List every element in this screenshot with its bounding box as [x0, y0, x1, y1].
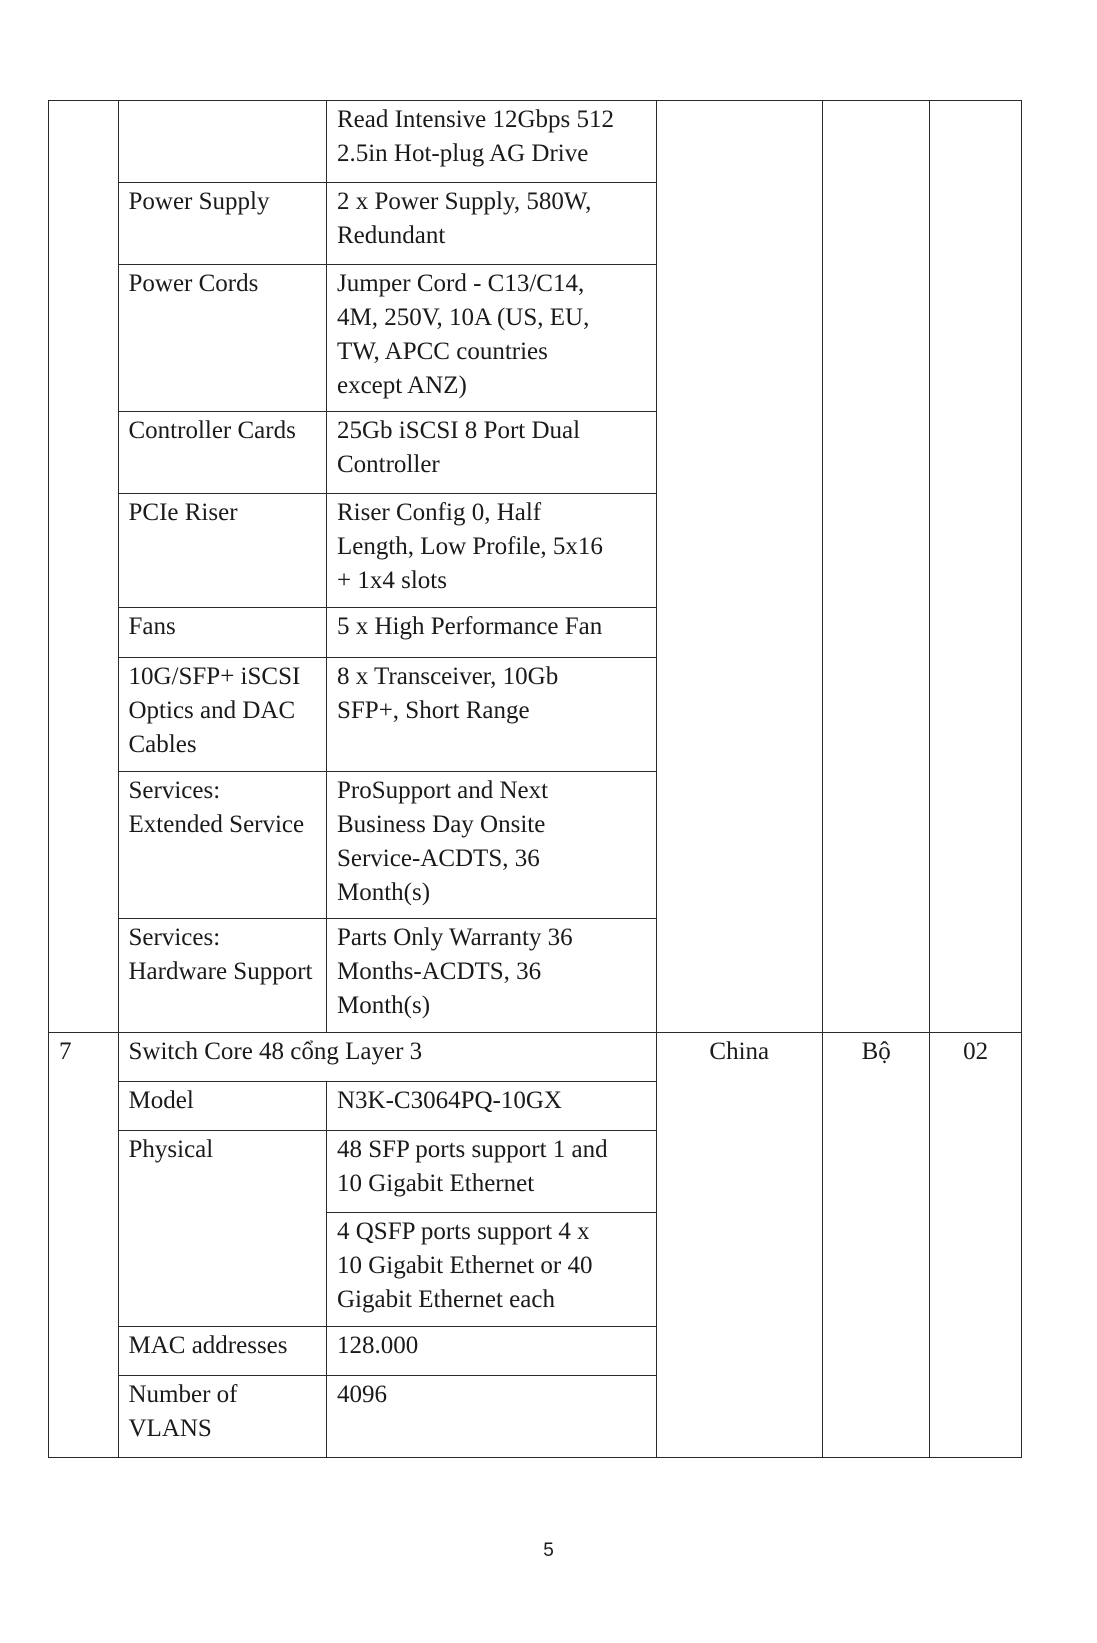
spec-value-cell: Read Intensive 12Gbps 512 2.5in Hot-plug AG Drive: [326, 101, 656, 183]
spec-label-cell: Controller Cards: [118, 412, 326, 494]
spec-value-cell: 25Gb iSCSI 8 Port Dual Controller: [326, 412, 656, 494]
spec-value-cell: Parts Only Warranty 36 Months-ACDTS, 36 Month(s): [326, 919, 656, 1033]
item-quantity: 02: [930, 1033, 1022, 1458]
spec-value-cell: Riser Config 0, Half Length, Low Profile, 5x16 + 1x4 slots: [326, 494, 656, 608]
specification-table: [48, 100, 1022, 1458]
spec-label-cell: Services: Hardware Support: [118, 919, 326, 1033]
spec-value-cell: N3K-C3064PQ-10GX: [326, 1082, 656, 1131]
spec-value-cell: 4 QSFP ports support 4 x 10 Gigabit Ethernet or 40 Gigabit Ethernet each: [326, 1213, 656, 1327]
spec-value-cell: 4096: [326, 1376, 656, 1458]
item-unit: Bộ: [822, 1033, 929, 1458]
spec-value-cell: 5 x High Performance Fan: [326, 608, 656, 658]
quantity-cell: [930, 101, 1022, 1033]
item-origin: China: [656, 1033, 822, 1458]
spec-label-cell: Power Supply: [118, 183, 326, 265]
spec-label-cell: Services: Extended Service: [118, 772, 326, 919]
spec-value-cell: 8 x Transceiver, 10Gb SFP+, Short Range: [326, 658, 656, 772]
page-number: 5: [543, 1540, 554, 1561]
item-title: Switch Core 48 cổng Layer 3: [118, 1033, 656, 1082]
spec-label-cell: MAC addresses: [118, 1327, 326, 1376]
spec-label-cell: 10G/SFP+ iSCSI Optics and DAC Cables: [118, 658, 326, 772]
table-row: [49, 101, 1022, 183]
spec-value-cell: 48 SFP ports support 1 and 10 Gigabit Ethernet: [326, 1131, 656, 1213]
item-number: 7: [49, 1033, 119, 1458]
item-number-cell: [49, 101, 119, 1033]
table-row-item-7: [49, 1033, 1022, 1082]
spec-value-cell: Jumper Cord - C13/C14, 4M, 250V, 10A (US, EU, TW, APCC countries except ANZ): [326, 265, 656, 412]
spec-label-cell: Fans: [118, 608, 326, 658]
unit-cell: [822, 101, 929, 1033]
spec-value-cell: 2 x Power Supply, 580W, Redundant: [326, 183, 656, 265]
spec-label-cell: Model: [118, 1082, 326, 1131]
spec-value-cell: ProSupport and Next Business Day Onsite Service-ACDTS, 36 Month(s): [326, 772, 656, 919]
spec-value-cell: 128.000: [326, 1327, 656, 1376]
spec-label-cell: Number of VLANS: [118, 1376, 326, 1458]
spec-label-cell: Physical: [118, 1131, 326, 1327]
spec-label-cell: [118, 101, 326, 183]
spec-label-cell: PCIe Riser: [118, 494, 326, 608]
origin-cell: [656, 101, 822, 1033]
spec-label-cell: Power Cords: [118, 265, 326, 412]
